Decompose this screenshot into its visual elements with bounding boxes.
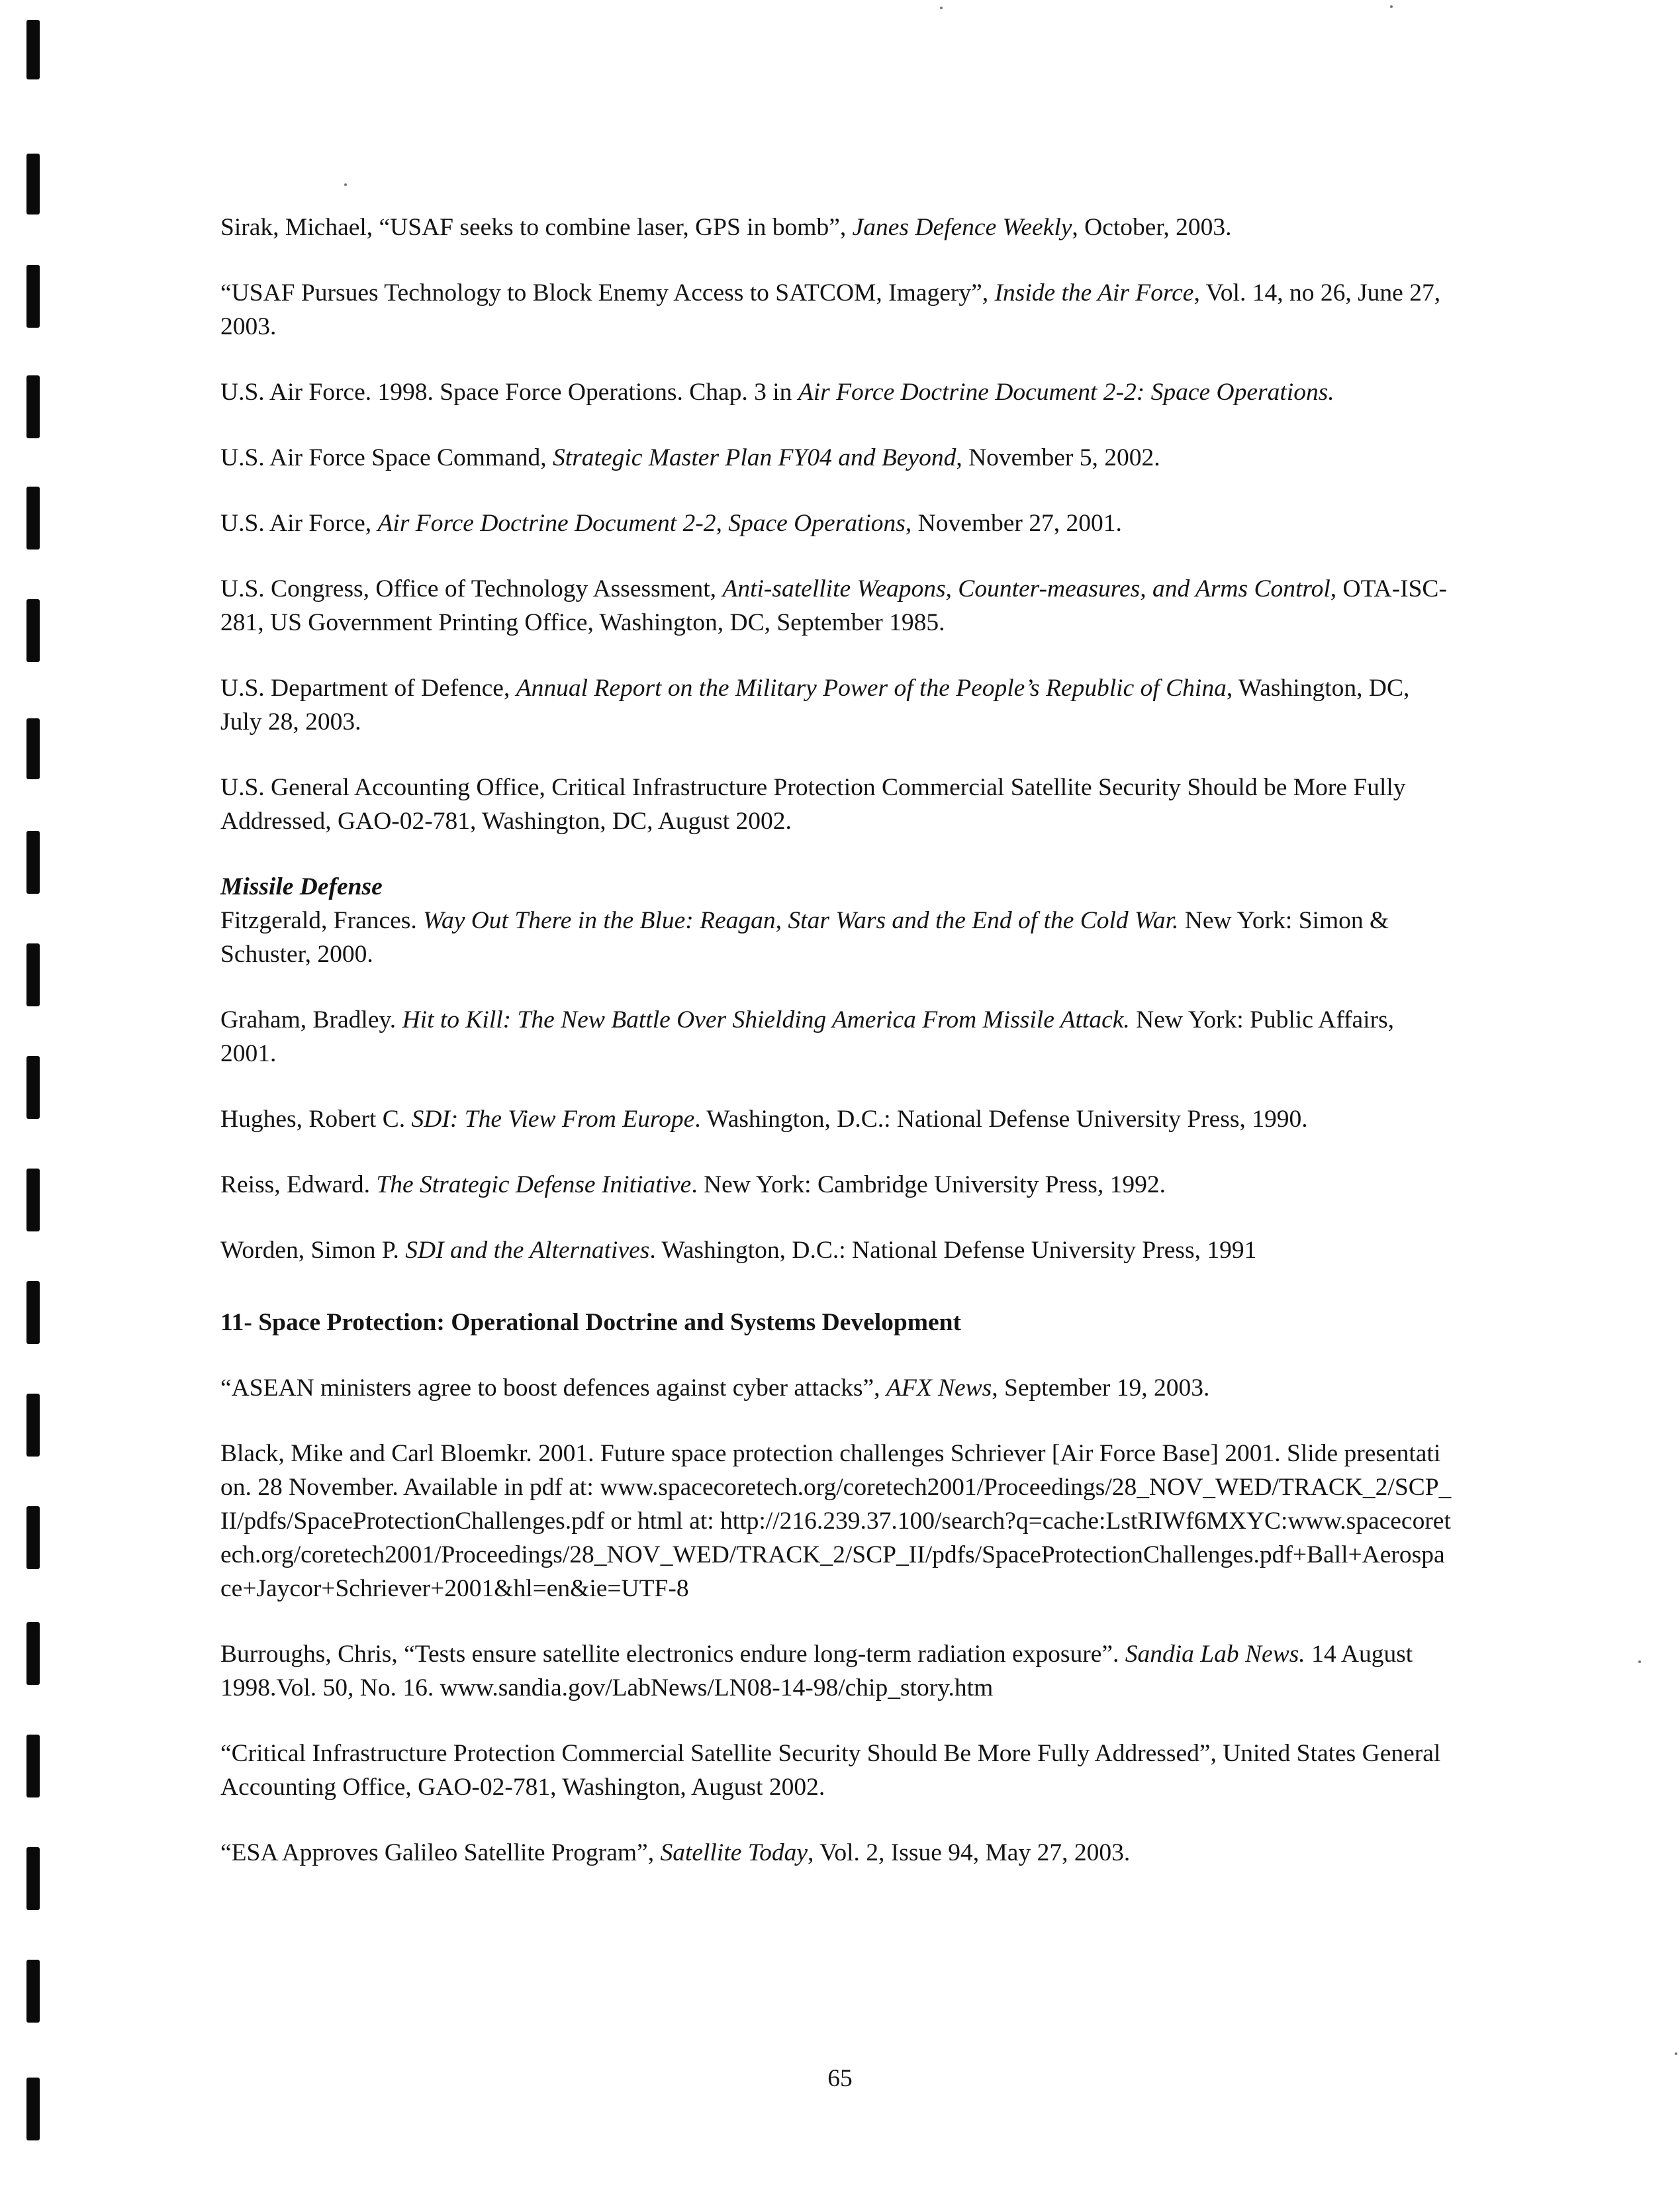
binding-mark [26,831,40,894]
binding-mark [26,1169,40,1231]
scan-speck [344,183,347,186]
reference-group-space-protection [220,1371,1452,1870]
reference-entry: “Critical Infrastructure Protection Commercial Satellite Security Should Be More Fully Addressed”, United States General Accounting Office, GAO-02-781, Washington, August 2002. [220,1740,1441,1801]
reference-entry: U.S. Air Force, Air Force Doctrine Document 2-2, Space Operations, November 27, 2001. [220,510,1122,537]
section-heading: 11- Space Protection: Operational Doctrine and Systems Development [220,1309,961,1336]
binding-mark [26,487,40,550]
reference-entry: Black, Mike and Carl Bloemkr. 2001. Future space protection challenges Schriever [Air Force Base] 2001. Slide presentation. 28 November. Available in pdf at: www.spacecoretech.org/coretech2001/Proceedings/28_NOV_WED/TRACK_2/SCP_II/pdfs/SpaceProtectionChallenges.pdf or html at: http://216.239.37.100/search?q=cache:LstRIWf6MXYC:www.spacecoretech.org/coretech2001/Proceedings/28_NOV_WED/TRACK_2/SCP_II/pdfs/SpaceProtectionChallenges.pdf+Ball+Aerospace+Jaycor+Schriever+2001&hl=en&ie=UTF-8 [220,1440,1452,1602]
binding-mark [26,1056,40,1119]
reference-entry: “ESA Approves Galileo Satellite Program”, Satellite Today, Vol. 2, Issue 94, May 27, 2003. [220,1839,1131,1866]
binding-mark [26,1506,40,1569]
binding-mark [26,1281,40,1344]
reference-entry: Sirak, Michael, “USAF seeks to combine laser, GPS in bomb”, Janes Defence Weekly, October, 2003. [220,214,1232,241]
binding-mark [26,1735,40,1797]
reference-entry: Reiss, Edward. The Strategic Defense Initiative. New York: Cambridge University Press, 1992. [220,1171,1166,1198]
reference-entry: Graham, Bradley. Hit to Kill: The New Battle Over Shielding America From Missile Attack. New York: Public Affairs, 2001. [220,1006,1395,1067]
scan-speck [1638,1660,1641,1663]
scan-speck [1390,5,1393,8]
reference-entry: U.S. Department of Defence, Annual Report on the Military Power of the People’s Republic of China, Washington, DC, July 28, 2003. [220,675,1410,736]
reference-entry: U.S. Congress, Office of Technology Assessment, Anti-satellite Weapons, Counter-measures, and Arms Control, OTA-ISC-281, US Government Printing Office, Washington, DC, September 1985. [220,575,1447,636]
binding-mark [26,20,40,79]
binding-mark [26,599,40,662]
binding-mark [26,1847,40,1910]
reference-entry: “USAF Pursues Technology to Block Enemy Access to SATCOM, Imagery”, Inside the Air Force, Vol. 14, no 26, June 27, 2003. [220,279,1441,340]
reference-entry: Burroughs, Chris, “Tests ensure satellite electronics endure long-term radiation exposure”. Sandia Lab News. 14 August 1998.Vol. 50, No. 16. www.sandia.gov/LabNews/LN08-14-98/chip_story.htm [220,1641,1413,1701]
reference-entry: “ASEAN ministers agree to boost defences against cyber attacks”, AFX News, September 19, 2003. [220,1374,1210,1402]
reference-entry: Worden, Simon P. SDI and the Alternatives. Washington, D.C.: National Defense University Press, 1991 [220,1237,1257,1264]
binding-mark [26,718,40,779]
binding-mark [26,943,40,1006]
binding-mark [26,1394,40,1457]
binding-mark [26,154,40,215]
scan-speck [1675,2052,1677,2055]
reference-group-space [220,211,1452,838]
reference-entry: U.S. General Accounting Office, Critical Infrastructure Protection Commercial Satellite Security Should be More Fully Addressed, GAO-02-781, Washington, DC, August 2002. [220,774,1406,835]
bibliography-page [220,211,1452,1870]
reference-entry: U.S. Air Force. 1998. Space Force Operations. Chap. 3 in Air Force Doctrine Document 2-2: Space Operations. [220,379,1334,406]
reference-entry: U.S. Air Force Space Command, Strategic Master Plan FY04 and Beyond, November 5, 2002. [220,444,1160,471]
reference-group-missile-defense [220,904,1452,1267]
binding-mark [26,265,40,328]
binding-bars [0,0,60,2204]
binding-mark [26,375,40,438]
page-number: 65 [827,2065,853,2092]
reference-entry: Hughes, Robert C. SDI: The View From Europe. Washington, D.C.: National Defense University Press, 1990. [220,1106,1308,1133]
binding-mark [26,1960,40,2023]
reference-entry: Fitzgerald, Frances. Way Out There in the Blue: Reagan, Star Wars and the End of the Cold War. New York: Simon & Schuster, 2000. [220,907,1389,968]
scan-speck [940,7,943,9]
subsection-heading-missile-defense: Missile Defense [220,873,383,900]
binding-mark [26,1622,40,1685]
